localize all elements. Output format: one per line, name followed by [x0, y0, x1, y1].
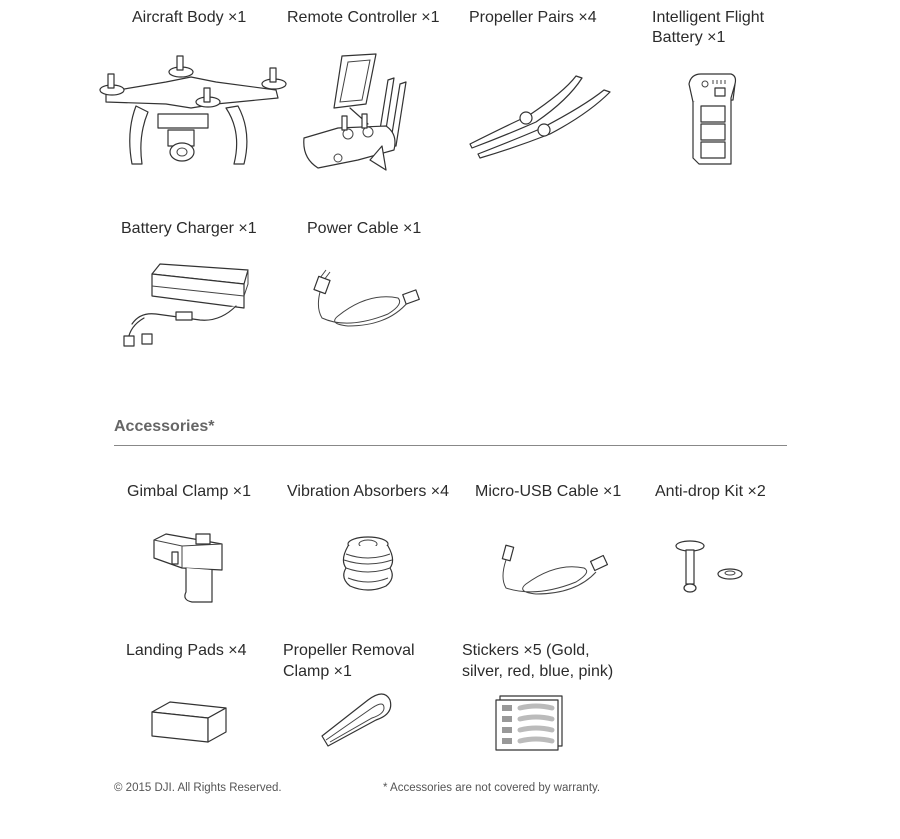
item-label-line2: Battery ×1 [652, 29, 726, 46]
anti-drop-kit-icon [672, 538, 762, 598]
item-label: Battery Charger ×1 [121, 220, 257, 237]
item-label: Aircraft Body ×1 [132, 9, 247, 26]
item-label-line1: Stickers ×5 (Gold, [462, 642, 590, 659]
copyright-text: © 2015 DJI. All Rights Reserved. [114, 782, 282, 794]
item-label-line1: Propeller Removal [283, 642, 415, 659]
item-label: Propeller Pairs ×4 [469, 9, 597, 26]
landing-pad-icon [150, 698, 230, 748]
item-label: Vibration Absorbers ×4 [287, 483, 450, 500]
battery-icon [685, 70, 745, 170]
item-label-line2: silver, red, blue, pink) [462, 663, 614, 680]
item-label: Anti-drop Kit ×2 [655, 483, 766, 500]
remote-controller-icon [298, 50, 418, 180]
gimbal-clamp-icon [152, 530, 232, 610]
stickers-icon [496, 696, 566, 752]
aircraft-body-icon [96, 52, 286, 172]
warranty-note: * Accessories are not covered by warranty. [383, 782, 601, 794]
propeller-removal-clamp-icon [318, 690, 398, 750]
item-label: Power Cable ×1 [307, 220, 422, 237]
section-title-accessories: Accessories* [114, 418, 215, 435]
vibration-absorber-icon [340, 536, 400, 596]
item-label: Micro-USB Cable ×1 [475, 483, 622, 500]
item-label: Landing Pads ×4 [126, 642, 247, 659]
usb-cable-icon [496, 542, 616, 602]
item-label: Remote Controller ×1 [287, 9, 440, 26]
item-label: Gimbal Clamp ×1 [127, 483, 252, 500]
section-divider [114, 445, 787, 446]
propeller-icon [464, 70, 614, 160]
item-label-line1: Intelligent Flight [652, 9, 765, 26]
item-label-line2: Clamp ×1 [283, 663, 352, 680]
battery-charger-icon [120, 256, 260, 356]
power-cable-icon [308, 268, 428, 338]
